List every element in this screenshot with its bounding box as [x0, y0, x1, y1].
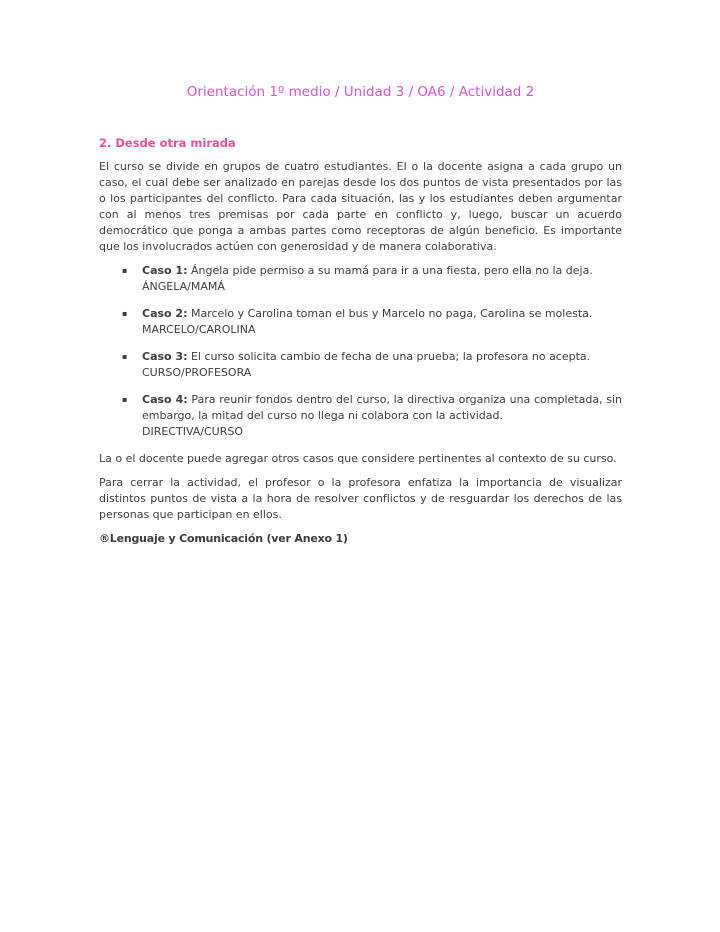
case-list-item [99, 306, 622, 338]
case-label: Caso 4: [142, 393, 188, 406]
case-text [142, 306, 622, 322]
case-body [142, 349, 622, 381]
case-description: El curso solicita cambio de fecha de una prueba; la profesora no acepta. [190, 350, 591, 363]
case-list [99, 263, 622, 440]
closing-paragraph: La o el docente puede agregar otros casos que considere pertinentes al contexto de su curso. [99, 452, 617, 465]
case-description: Ángela pide permiso a su mamá para ir a una fiesta, pero ella no la deja. [190, 264, 593, 277]
bullet-icon: ▪ [122, 309, 128, 318]
closing-paragraph: Para cerrar la actividad, el profesor o la profesora enfatiza la importancia de visualizar distintos puntos de vista a la hora de resolver conflictos y de resguardar los derechos de las personas que participan en ellos. [99, 476, 622, 521]
case-description: Para reunir fondos dentro del curso, la directiva organiza una completada, sin embargo, la mitad del curso no llega ni colabora con la actividad. [142, 393, 623, 422]
case-label: Caso 1: [142, 264, 188, 277]
case-body [142, 306, 622, 338]
bullet-icon: ▪ [122, 352, 128, 361]
case-body [142, 392, 622, 440]
footnote: ®Lenguaje y Comunicación (ver Anexo 1) [99, 532, 348, 545]
case-list-item [99, 263, 622, 295]
case-text [142, 392, 622, 424]
case-description: Marcelo y Carolina toman el bus y Marcelo no paga, Carolina se molesta. [190, 307, 593, 320]
case-list-item [99, 392, 622, 440]
bullet-icon: ▪ [122, 266, 128, 275]
case-label: Caso 2: [142, 307, 188, 320]
case-parties: ÁNGELA/MAMÁ [142, 280, 225, 293]
case-text [142, 349, 622, 365]
intro-paragraph: El curso se divide en grupos de cuatro estudiantes. El o la docente asigna a cada grupo un caso, el cual debe ser analizado en parejas desde los dos puntos de vista presentados por las o los participantes del conflicto. Para cada situación, las y los estudiantes deben argumentar con al menos tres premisas por cada parte en conflicto y, luego, buscar un acuerdo democrático que ponga a ambas partes como receptoras de algún beneficio. Es importante que los involucrados actúen con generosidad y de manera colaborativa. [99, 160, 622, 253]
case-list-item [99, 349, 622, 381]
case-text [142, 263, 622, 279]
closing-section [99, 451, 622, 523]
case-parties: DIRECTIVA/CURSO [142, 425, 244, 438]
bullet-icon: ▪ [122, 395, 128, 404]
case-label: Caso 3: [142, 350, 188, 363]
page-title: Orientación 1º medio / Unidad 3 / OA6 / Actividad 2 [186, 84, 535, 100]
section-heading: 2. Desde otra mirada [99, 136, 236, 150]
case-body [142, 263, 622, 295]
case-parties: CURSO/PROFESORA [142, 366, 252, 379]
case-parties: MARCELO/CAROLINA [142, 323, 256, 336]
